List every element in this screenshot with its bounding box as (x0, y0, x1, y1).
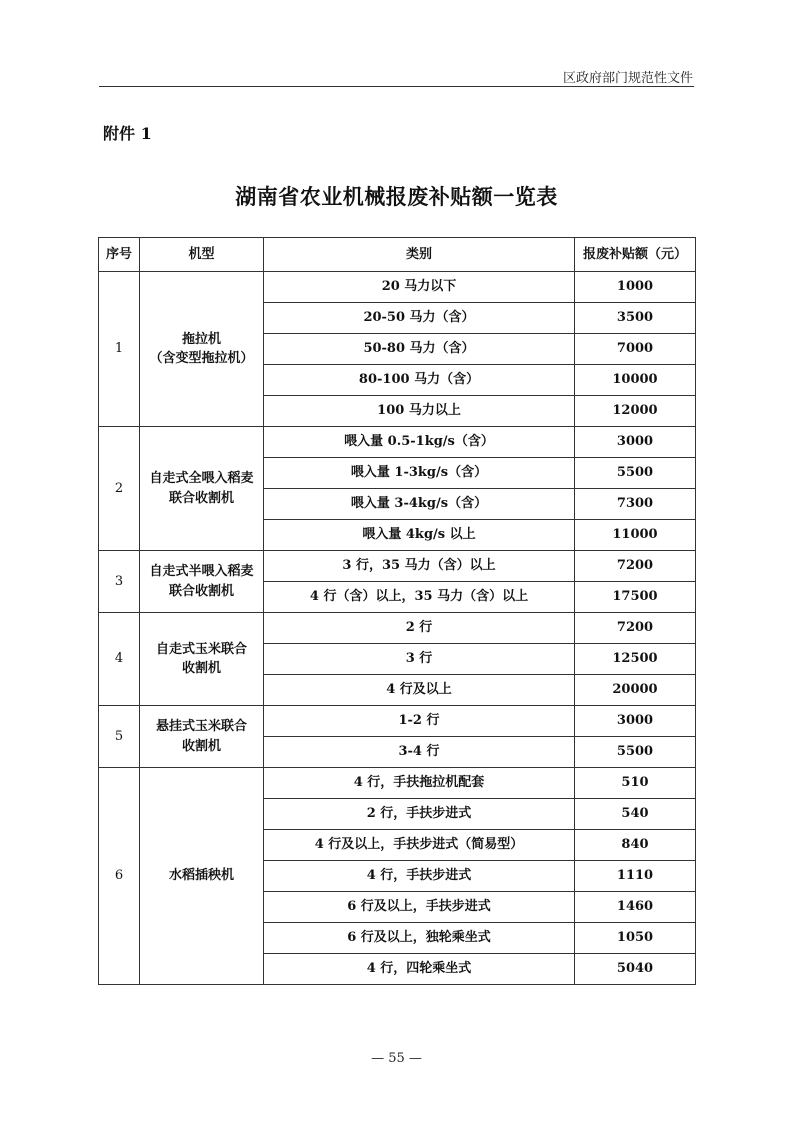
page-title: 湖南省农业机械报废补贴额一览表 (235, 185, 558, 209)
column-header-model: 机型 (140, 238, 264, 272)
category-cell: 喂入量 3-4kg/s（含） (264, 489, 575, 520)
category-cell: 4 行，手扶拖拉机配套 (264, 768, 575, 799)
amount-cell: 7000 (575, 334, 696, 365)
model-line: 收割机 (181, 661, 221, 676)
table-header-row (99, 238, 696, 272)
model-line: 自走式半喂入稻麦 (149, 564, 254, 579)
amount-cell: 1050 (575, 923, 696, 954)
category-cell: 2 行，手扶步进式 (264, 799, 575, 830)
category-cell: 20-50 马力（含） (264, 303, 575, 334)
model-line: 自走式玉米联合 (155, 641, 247, 657)
amount-cell: 540 (575, 799, 696, 830)
seq-cell: 6 (99, 768, 140, 985)
table-row (99, 272, 696, 303)
category-cell: 20 马力以下 (264, 272, 575, 303)
column-header-amount: 报废补贴额（元） (575, 238, 696, 272)
model-line: 水稻插秧机 (168, 868, 234, 884)
amount-cell: 3000 (575, 706, 696, 737)
model-line: 联合收割机 (168, 490, 234, 506)
amount-cell: 3000 (575, 427, 696, 458)
header-text: 区政府部门规范性文件 (562, 71, 693, 86)
amount-cell: 7200 (575, 551, 696, 582)
seq-cell: 4 (99, 613, 140, 706)
header-rule (99, 86, 694, 87)
seq-cell: 2 (99, 427, 140, 551)
attachment-label: 附件 1 (103, 124, 152, 143)
page-number: — 55 — (371, 1051, 422, 1066)
category-cell: 50-80 马力（含） (264, 334, 575, 365)
amount-cell: 5500 (575, 458, 696, 489)
amount-cell: 510 (575, 768, 696, 799)
category-cell: 3 行 (264, 644, 575, 675)
amount-cell: 11000 (575, 520, 696, 551)
category-cell: 4 行及以上 (264, 675, 575, 706)
model-cell (140, 551, 264, 613)
model-cell (140, 272, 264, 427)
category-cell: 4 行，四轮乘坐式 (264, 954, 575, 985)
amount-cell: 840 (575, 830, 696, 861)
seq-cell: 1 (99, 272, 140, 427)
amount-cell: 7200 (575, 613, 696, 644)
amount-cell: 5040 (575, 954, 696, 985)
category-cell: 80-100 马力（含） (264, 365, 575, 396)
category-cell: 4 行，手扶步进式 (264, 861, 575, 892)
model-cell (140, 613, 264, 706)
model-cell (140, 768, 264, 985)
subsidy-table (98, 237, 696, 985)
amount-cell: 1460 (575, 892, 696, 923)
model-cell (140, 427, 264, 551)
model-line: 悬挂式玉米联合 (155, 719, 247, 734)
column-header-category: 类别 (264, 238, 575, 272)
category-cell: 3 行，35 马力（含）以上 (264, 551, 575, 582)
amount-cell: 17500 (575, 582, 696, 613)
model-line: 收割机 (181, 738, 221, 754)
seq-cell: 3 (99, 551, 140, 613)
model-line: 联合收割机 (168, 583, 234, 599)
category-cell: 1-2 行 (264, 706, 575, 737)
amount-cell: 1110 (575, 861, 696, 892)
model-line: 自走式全喂入稻麦 (149, 471, 254, 486)
category-cell: 4 行（含）以上，35 马力（含）以上 (264, 582, 575, 613)
table-row (99, 613, 696, 644)
table-row (99, 427, 696, 458)
amount-cell: 7300 (575, 489, 696, 520)
amount-cell: 20000 (575, 675, 696, 706)
amount-cell: 3500 (575, 303, 696, 334)
category-cell: 2 行 (264, 613, 575, 644)
amount-cell: 1000 (575, 272, 696, 303)
seq-cell: 5 (99, 706, 140, 768)
amount-cell: 12500 (575, 644, 696, 675)
category-cell: 喂入量 4kg/s 以上 (264, 520, 575, 551)
model-line: 拖拉机 (181, 331, 221, 347)
category-cell: 100 马力以上 (264, 396, 575, 427)
table-row (99, 551, 696, 582)
category-cell: 6 行及以上，手扶步进式 (264, 892, 575, 923)
category-cell: 喂入量 0.5-1kg/s（含） (264, 427, 575, 458)
category-cell: 6 行及以上，独轮乘坐式 (264, 923, 575, 954)
table-row (99, 768, 696, 799)
column-header-seq: 序号 (99, 238, 140, 272)
amount-cell: 10000 (575, 365, 696, 396)
amount-cell: 5500 (575, 737, 696, 768)
table-body (99, 272, 696, 985)
table-row (99, 706, 696, 737)
model-cell (140, 706, 264, 768)
category-cell: 4 行及以上，手扶步进式（简易型） (264, 830, 575, 861)
category-cell: 3-4 行 (264, 737, 575, 768)
amount-cell: 12000 (575, 396, 696, 427)
model-line: （含变型拖拉机） (149, 351, 254, 366)
category-cell: 喂入量 1-3kg/s（含） (264, 458, 575, 489)
